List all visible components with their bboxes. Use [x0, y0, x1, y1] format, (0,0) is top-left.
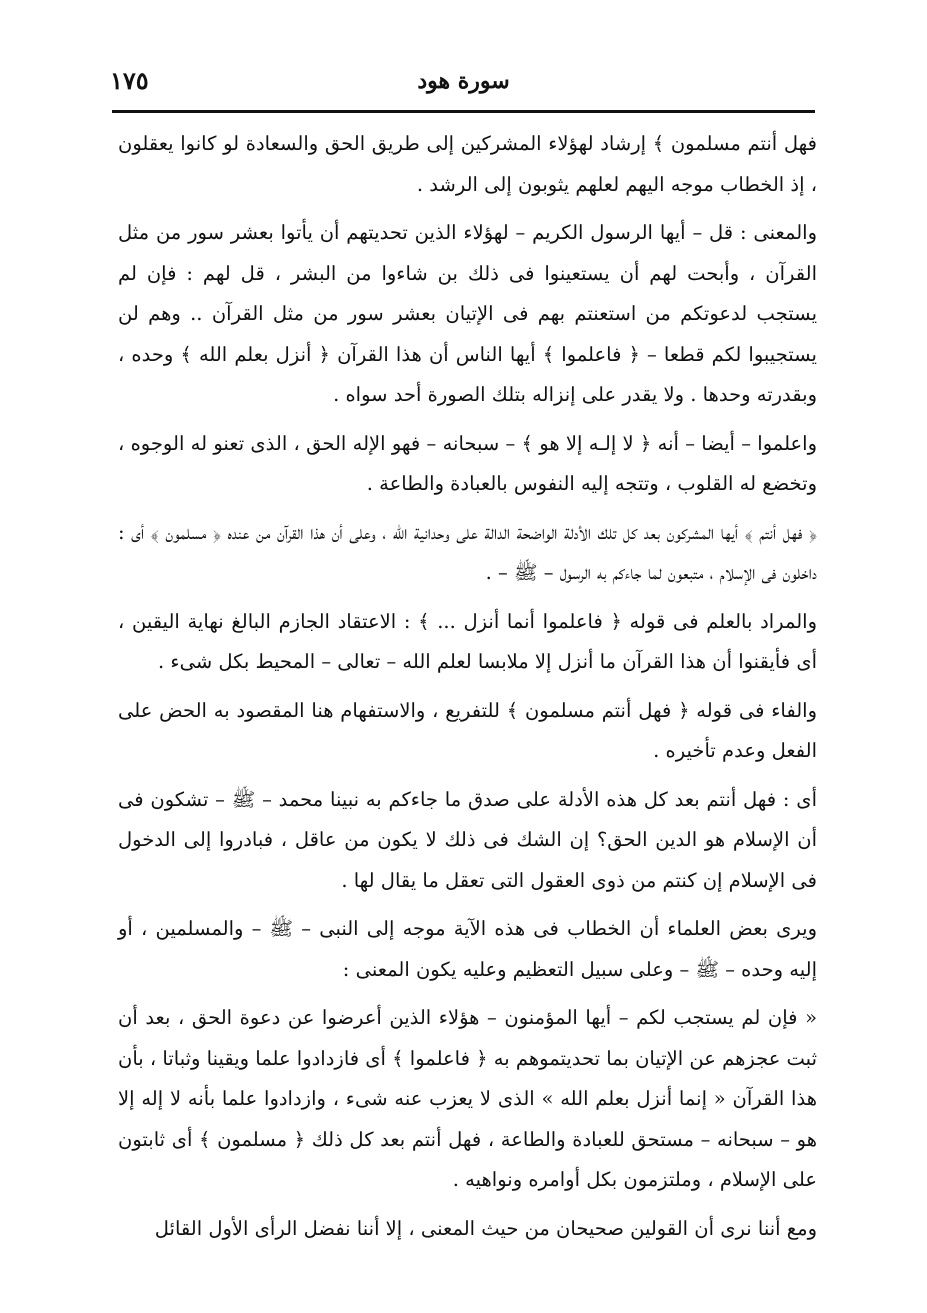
header-rule	[112, 110, 815, 113]
paragraph: « فإن لم يستجب لكم – أيها المؤمنون – هؤلاء الذين أعرضوا عن دعوة الحق ، بعد أن ثبت عجزهم عن الإتيان بما تحديتموهم به ﴿ فاعلموا ﴾ أى فازدادوا علما ويقينا وثباتا ، بأن هذا القرآن « إنما أنزل بعلم الله » الذى لا يعزب عنه شىء ، وازدادوا علما بأنه لا إله إلا هو – سبحانه – مستحق للعبادة والطاعة ، فهل أنتم بعد كل ذلك ﴿ مسلمون ﴾ أى ثابتون على الإسلام ، وملتزمون بكل أوامره ونواهيه .	[118, 1006, 817, 1191]
paragraph: والفاء فى قوله ﴿ فهل أنتم مسلمون ﴾ للتفريع ، والاستفهام هنا المقصود به الحض على الفعل وعدم تأخيره .	[118, 698, 817, 762]
page-number: ١٧٥	[110, 66, 149, 95]
paragraph: أى : فهل أنتم بعد كل هذه الأدلة على صدق ما جاءكم به نبينا محمد – ﷺ – تشكون فى أن الإسلام هو الدين الحق؟ إن الشك فى ذلك لا يكون من عاقل ، فبادروا إلى الدخول فى الإسلام إن كنتم من ذوى العقول التى تعقل ما يقال لها .	[118, 787, 817, 892]
surah-title: سورة هود	[417, 68, 510, 94]
paragraph: فهل أنتم مسلمون ﴾ إرشاد لهؤلاء المشركين إلى طريق الحق والسعادة لو كانوا يعقلون ، إذ الخطاب موجه اليهم لعلهم يثوبون إلى الرشد .	[118, 132, 817, 196]
paragraph: ومع أننا نرى أن القولين صحيحان من حيث المعنى ، إلا أننا نفضل الرأى الأول القائل	[154, 1216, 817, 1240]
paragraph: واعلموا – أيضا – أنه ﴿ لا إلـه إلا هو ﴾ – سبحانه – فهو الإله الحق ، الذى تعنو له الوجوه ، وتخضع له القلوب ، وتتجه إليه النفوس بالعبادة والطاعة .	[118, 431, 817, 495]
page-body	[118, 124, 817, 1257]
page-header	[110, 62, 817, 102]
paragraph: والمعنى : قل – أيها الرسول الكريم – لهؤلاء الذين تحديتهم أن يأتوا بعشر سور من مثل القرآن ، وأبحت لهم أن يستعينوا فى ذلك بن شاءوا من البشر ، قل لهم : فإن لم يستجب لدعوتكم من استعنتم بهم فى الإتيان بعشر سور من مثل القرآن .. وهم لن يستجيبوا لكم قطعا – ﴿ فاعلموا ﴾ أيها الناس أن هذا القرآن ﴿ أنزل بعلم الله ﴾ وحده ، وبقدرته وحدها . ولا يقدر على إنزاله بتلك الصورة أحد سواه .	[118, 221, 817, 406]
paragraph: ويرى بعض العلماء أن الخطاب فى هذه الآية موجه إلى النبى – ﷺ – والمسلمين ، أو إليه وحده – ﷺ – وعلى سبيل التعظيم وعليه يكون المعنى :	[118, 917, 817, 981]
paragraph: ﴿ فهل أنتم ﴾ أيها المشركون بعد كل تلك الأدلة الواضحة الدالة على وحدانية الله ، وعلى أن هذا القرآن من عنده ﴿ مسلمون ﴾ أى : داخلون فى الإسلام ، متبعون لما جاءكم به الرسول – ﷺ – .	[118, 520, 817, 584]
paragraph: والمراد بالعلم فى قوله ﴿ فاعلموا أنما أنزل ... ﴾ : الاعتقاد الجازم البالغ نهاية اليقين ، أى فأيقنوا أن هذا القرآن ما أنزل إلا ملابسا لعلم الله – تعالى – المحيط بكل شىء .	[118, 609, 817, 673]
